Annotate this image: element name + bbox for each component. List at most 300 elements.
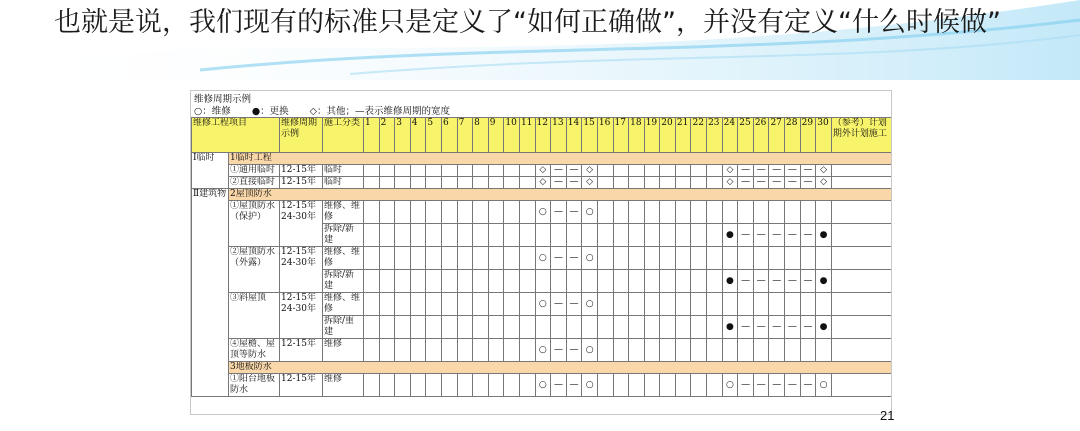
note-cell (831, 177, 891, 189)
year-cell (660, 339, 676, 362)
year-cell (410, 339, 426, 362)
cycle-cell: 12-15年 (280, 339, 323, 362)
year-cell (816, 293, 832, 316)
cycle-mark: — (785, 177, 801, 189)
cycle-mark: — (769, 177, 785, 189)
year-cell (441, 247, 457, 270)
year-cell (675, 165, 691, 177)
year-cell (395, 224, 411, 247)
year-cell (473, 374, 489, 397)
year-cell (800, 201, 816, 224)
year-cell (629, 165, 645, 177)
year-cell (488, 339, 504, 362)
cycle-mark: ● (722, 270, 738, 293)
year-cell (660, 177, 676, 189)
category-label: 2屋顶防水 (229, 189, 892, 201)
year-cell (816, 339, 832, 362)
type-cell: 维修、维修 (323, 247, 364, 270)
year-cell (519, 165, 535, 177)
year-cell (504, 374, 520, 397)
year-cell (691, 247, 707, 270)
year-cell (535, 224, 551, 247)
year-cell (722, 339, 738, 362)
year-cell (769, 201, 785, 224)
header-year-8: 8 (473, 118, 489, 153)
year-cell (691, 177, 707, 189)
year-cell (426, 316, 442, 339)
year-cell (707, 293, 723, 316)
cycle-mark: — (800, 270, 816, 293)
year-cell (675, 270, 691, 293)
year-cell (629, 270, 645, 293)
year-cell (629, 247, 645, 270)
year-cell (597, 224, 613, 247)
year-cell (364, 270, 380, 293)
year-cell (457, 293, 473, 316)
year-cell (707, 339, 723, 362)
year-cell (395, 165, 411, 177)
year-cell (691, 339, 707, 362)
note-cell (831, 316, 891, 339)
year-cell (551, 224, 567, 247)
cycle-mark: ○ (582, 201, 598, 224)
page-number: 21 (880, 408, 895, 423)
year-cell (785, 201, 801, 224)
cycle-mark: — (551, 165, 567, 177)
year-cell (644, 201, 660, 224)
year-cell (457, 177, 473, 189)
cycle-mark: — (551, 293, 567, 316)
cycle-cell: 12-15年 24-30年 (280, 201, 323, 247)
year-cell (519, 293, 535, 316)
header-year-5: 5 (426, 118, 442, 153)
year-cell (426, 339, 442, 362)
header-year-19: 19 (644, 118, 660, 153)
year-cell (660, 224, 676, 247)
year-cell (613, 374, 629, 397)
year-cell (566, 224, 582, 247)
category-label: 1临时工程 (229, 153, 892, 165)
year-cell (504, 270, 520, 293)
note-cell (831, 293, 891, 316)
year-cell (800, 247, 816, 270)
year-cell (426, 270, 442, 293)
legend-repair: ○：维修 (194, 106, 231, 117)
table-row (192, 293, 892, 316)
table-row (192, 374, 892, 397)
header-year-14: 14 (566, 118, 582, 153)
year-cell (410, 201, 426, 224)
cycle-mark: — (566, 177, 582, 189)
year-cell (597, 247, 613, 270)
cycle-mark: — (738, 374, 754, 397)
cycle-mark: ○ (582, 374, 598, 397)
cycle-mark: ◇ (722, 177, 738, 189)
year-cell (441, 201, 457, 224)
year-cell (597, 316, 613, 339)
cycle-mark: — (753, 177, 769, 189)
year-cell (504, 177, 520, 189)
year-cell (379, 165, 395, 177)
cycle-cell: 12-15年 (280, 165, 323, 177)
header-year-2: 2 (379, 118, 395, 153)
year-cell (488, 177, 504, 189)
year-cell (660, 293, 676, 316)
year-cell (364, 177, 380, 189)
header-year-10: 10 (504, 118, 520, 153)
year-cell (379, 339, 395, 362)
header-year-28: 28 (785, 118, 801, 153)
cycle-mark: — (800, 177, 816, 189)
year-cell (395, 270, 411, 293)
year-cell (644, 270, 660, 293)
cycle-mark: ◇ (582, 165, 598, 177)
year-cell (551, 270, 567, 293)
cycle-mark: ◇ (722, 165, 738, 177)
year-cell (426, 293, 442, 316)
cycle-mark: — (551, 201, 567, 224)
year-cell (597, 374, 613, 397)
year-cell (519, 374, 535, 397)
year-cell (504, 316, 520, 339)
year-cell (395, 293, 411, 316)
year-cell (629, 201, 645, 224)
legend-other: ◇：其他；—表示维修周期的宽度 (309, 106, 450, 117)
year-cell (535, 316, 551, 339)
legend-title: 维修周期示例 (194, 94, 252, 105)
year-cell (379, 270, 395, 293)
header-type: 施工分类 (323, 118, 364, 153)
header-year-17: 17 (613, 118, 629, 153)
year-cell (629, 293, 645, 316)
year-cell (410, 316, 426, 339)
year-cell (488, 316, 504, 339)
year-cell (597, 165, 613, 177)
table-row (192, 247, 892, 270)
header-year-13: 13 (551, 118, 567, 153)
header-year-12: 12 (535, 118, 551, 153)
year-cell (364, 201, 380, 224)
year-cell (582, 270, 598, 293)
cycle-mark: — (800, 224, 816, 247)
cycle-mark: ○ (582, 247, 598, 270)
year-cell (675, 374, 691, 397)
year-cell (660, 247, 676, 270)
year-cell (488, 247, 504, 270)
year-cell (504, 247, 520, 270)
type-cell: 维修、维修 (323, 201, 364, 224)
cycle-mark: — (800, 374, 816, 397)
year-cell (395, 374, 411, 397)
year-cell (457, 316, 473, 339)
year-cell (738, 247, 754, 270)
table-row (192, 177, 892, 189)
year-cell (504, 165, 520, 177)
type-cell: 拆除/重建 (323, 316, 364, 339)
cycle-cell: 12-15年 (280, 374, 323, 397)
note-cell (831, 201, 891, 224)
year-cell (691, 270, 707, 293)
cycle-mark: — (769, 270, 785, 293)
cycle-mark: — (769, 374, 785, 397)
year-cell (457, 201, 473, 224)
year-cell (613, 339, 629, 362)
year-cell (722, 201, 738, 224)
cycle-mark: ○ (582, 339, 598, 362)
year-cell (675, 177, 691, 189)
year-cell (426, 177, 442, 189)
header-year-20: 20 (660, 118, 676, 153)
year-cell (629, 374, 645, 397)
year-cell (364, 293, 380, 316)
year-cell (816, 247, 832, 270)
year-cell (582, 316, 598, 339)
year-cell (410, 177, 426, 189)
year-cell (785, 293, 801, 316)
note-cell (831, 247, 891, 270)
year-cell (488, 224, 504, 247)
year-cell (457, 247, 473, 270)
cycle-mark: — (566, 201, 582, 224)
year-cell (707, 270, 723, 293)
cycle-mark: ◇ (816, 177, 832, 189)
cycle-mark: ○ (816, 374, 832, 397)
cycle-cell: 12-15年 (280, 177, 323, 189)
year-cell (769, 339, 785, 362)
year-cell (691, 201, 707, 224)
year-cell (800, 293, 816, 316)
header-year-4: 4 (410, 118, 426, 153)
year-cell (395, 339, 411, 362)
header-year-7: 7 (457, 118, 473, 153)
year-cell (488, 165, 504, 177)
year-cell (707, 201, 723, 224)
year-cell (519, 339, 535, 362)
year-cell (785, 247, 801, 270)
year-cell (473, 247, 489, 270)
group-cell: Ⅰ临时 (192, 153, 229, 189)
year-cell (441, 224, 457, 247)
cycle-mark: ○ (722, 374, 738, 397)
year-cell (644, 374, 660, 397)
year-cell (426, 201, 442, 224)
table-row (192, 165, 892, 177)
year-cell (613, 177, 629, 189)
year-cell (566, 270, 582, 293)
year-cell (473, 270, 489, 293)
slide-title: 也就是说，我们现有的标准只是定义了“如何正确做”，并没有定义“什么时候做” (54, 7, 1001, 38)
cycle-mark: — (753, 224, 769, 247)
cycle-mark: ○ (535, 374, 551, 397)
cycle-mark: — (566, 339, 582, 362)
year-cell (597, 177, 613, 189)
year-cell (566, 316, 582, 339)
year-cell (707, 374, 723, 397)
year-cell (426, 374, 442, 397)
item-name: ②屋顶防水（外露） (229, 247, 280, 293)
year-cell (379, 247, 395, 270)
year-cell (395, 247, 411, 270)
note-cell (831, 339, 891, 362)
table-header-row (192, 118, 892, 153)
year-cell (644, 293, 660, 316)
type-cell: 拆除/新建 (323, 270, 364, 293)
year-cell (364, 247, 380, 270)
year-cell (535, 270, 551, 293)
year-cell (597, 201, 613, 224)
item-name: ④屋檐、屋顶等防水 (229, 339, 280, 362)
year-cell (395, 316, 411, 339)
year-cell (597, 270, 613, 293)
year-cell (473, 224, 489, 247)
cycle-mark: ◇ (816, 165, 832, 177)
year-cell (519, 224, 535, 247)
year-cell (644, 177, 660, 189)
cycle-mark: — (551, 374, 567, 397)
note-cell (831, 270, 891, 293)
header-year-29: 29 (800, 118, 816, 153)
year-cell (410, 270, 426, 293)
year-cell (457, 374, 473, 397)
year-cell (738, 293, 754, 316)
item-name: ②直接临时 (229, 177, 280, 189)
cycle-mark: ◇ (582, 177, 598, 189)
year-cell (504, 339, 520, 362)
note-cell (831, 374, 891, 397)
year-cell (629, 339, 645, 362)
cycle-mark: ○ (582, 293, 598, 316)
year-cell (441, 374, 457, 397)
year-cell (753, 339, 769, 362)
category-row (192, 362, 892, 374)
cycle-cell: 12-15年 24-30年 (280, 247, 323, 293)
year-cell (364, 165, 380, 177)
legend (191, 91, 891, 117)
year-cell (395, 177, 411, 189)
header-year-25: 25 (738, 118, 754, 153)
year-cell (660, 270, 676, 293)
year-cell (629, 316, 645, 339)
cycle-mark: ● (722, 316, 738, 339)
header-year-1: 1 (364, 118, 380, 153)
year-cell (519, 177, 535, 189)
header-note: （参考）计划期外计划施工 (831, 118, 891, 153)
year-cell (473, 339, 489, 362)
item-name: ①屋顶防水（保护） (229, 201, 280, 247)
year-cell (816, 201, 832, 224)
header-year-9: 9 (488, 118, 504, 153)
maintenance-cycle-document (190, 90, 892, 415)
year-cell (473, 165, 489, 177)
year-cell (629, 224, 645, 247)
year-cell (707, 224, 723, 247)
cycle-mark: — (785, 374, 801, 397)
year-cell (364, 316, 380, 339)
cycle-mark: ○ (535, 293, 551, 316)
year-cell (473, 201, 489, 224)
header-year-23: 23 (707, 118, 723, 153)
year-cell (753, 247, 769, 270)
year-cell (613, 293, 629, 316)
year-cell (473, 316, 489, 339)
year-cell (675, 316, 691, 339)
cycle-mark: — (785, 270, 801, 293)
cycle-mark: — (769, 224, 785, 247)
year-cell (457, 339, 473, 362)
year-cell (441, 316, 457, 339)
year-cell (660, 374, 676, 397)
cycle-mark: ● (816, 316, 832, 339)
year-cell (519, 316, 535, 339)
year-cell (691, 165, 707, 177)
year-cell (426, 165, 442, 177)
year-cell (473, 177, 489, 189)
year-cell (364, 339, 380, 362)
year-cell (410, 374, 426, 397)
year-cell (473, 293, 489, 316)
header-year-26: 26 (753, 118, 769, 153)
year-cell (675, 339, 691, 362)
year-cell (597, 339, 613, 362)
year-cell (707, 165, 723, 177)
header-year-6: 6 (441, 118, 457, 153)
cycle-mark: ◇ (535, 177, 551, 189)
year-cell (410, 165, 426, 177)
year-cell (707, 316, 723, 339)
year-cell (613, 201, 629, 224)
cycle-mark: — (769, 165, 785, 177)
year-cell (488, 293, 504, 316)
year-cell (364, 224, 380, 247)
year-cell (660, 201, 676, 224)
year-cell (488, 201, 504, 224)
type-cell: 维修、维修 (323, 293, 364, 316)
year-cell (644, 316, 660, 339)
cycle-mark: — (800, 165, 816, 177)
cycle-mark: — (738, 177, 754, 189)
year-cell (691, 224, 707, 247)
year-cell (707, 247, 723, 270)
year-cell (691, 316, 707, 339)
year-cell (707, 177, 723, 189)
year-cell (457, 270, 473, 293)
year-cell (379, 374, 395, 397)
type-cell: 临时 (323, 165, 364, 177)
year-cell (379, 316, 395, 339)
header-year-3: 3 (395, 118, 411, 153)
header-year-16: 16 (597, 118, 613, 153)
year-cell (410, 247, 426, 270)
cycle-mark: — (753, 374, 769, 397)
category-label: 3地板防水 (229, 362, 892, 374)
cycle-mark: ● (816, 224, 832, 247)
year-cell (379, 293, 395, 316)
year-cell (613, 224, 629, 247)
cycle-mark: — (566, 247, 582, 270)
year-cell (519, 270, 535, 293)
cycle-mark: — (785, 316, 801, 339)
year-cell (551, 316, 567, 339)
year-cell (660, 165, 676, 177)
cycle-mark: ○ (535, 247, 551, 270)
year-cell (379, 201, 395, 224)
type-cell: 临时 (323, 177, 364, 189)
cycle-mark: — (753, 270, 769, 293)
year-cell (504, 224, 520, 247)
year-cell (504, 201, 520, 224)
category-row (192, 189, 892, 201)
cycle-mark: — (566, 374, 582, 397)
